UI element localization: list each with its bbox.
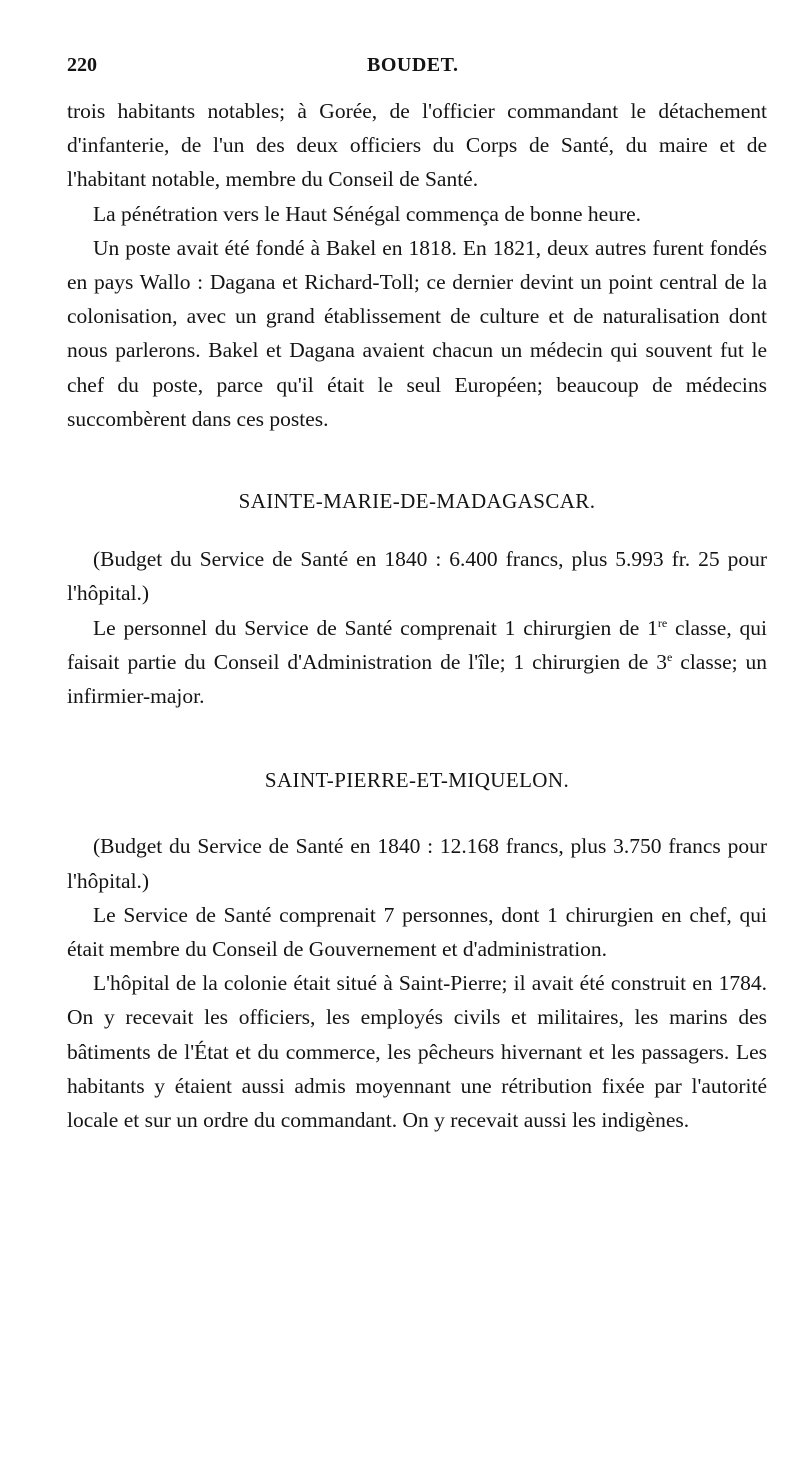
running-title: BOUDET. — [367, 54, 459, 76]
paragraph-budget-saint-pierre: (Budget du Service de Santé en 1840 : 12.168 francs, plus 3.750 francs pour l'hôpital.) — [67, 834, 767, 893]
body-text — [67, 94, 767, 1137]
superscript-re: re — [657, 615, 668, 630]
page-number: 220 — [67, 54, 97, 76]
paragraph-budget-sainte-marie: (Budget du Service de Santé en 1840 : 6.400 francs, plus 5.993 fr. 25 pour l'hôpital.) — [67, 547, 767, 606]
running-head — [67, 54, 767, 82]
text-segment: Le personnel du Service de Santé comprenait 1 chirurgien de 1 — [93, 615, 658, 640]
superscript-e: e — [667, 649, 673, 664]
section-heading-saint-pierre: SAINT-PIERRE-ET-MIQUELON. — [264, 768, 570, 793]
paragraph-personnel-saint-pierre: Le Service de Santé comprenait 7 personnes, dont 1 chirurgien en chef, qui était membre du Conseil de Gouvernement et d'administration. — [67, 902, 767, 962]
text-segment: classe, qui faisait partie du Conseil d'Administration de l'île; 1 chirurgien de 3 — [67, 615, 767, 674]
paragraph-penetration: La pénétration vers le Haut Sénégal commença de bonne heure. — [93, 201, 642, 226]
paragraph-personnel-sainte-marie — [67, 611, 767, 714]
paragraph-hospital-saint-pierre: L'hôpital de la colonie était situé à Saint-Pierre; il avait été construit en 1784. On y recevait les officiers, les employés civils et militaires, les marins des bâtiments de l'État et du commerce, les pêcheurs hivernant et les passagers. Les habitants y étaient aussi admis moyennant une rétribution fixée par l'autorité locale et sur un ordre du commandant. On y recevait aussi les indigènes. — [67, 971, 767, 1133]
paragraph-bakel-dagana: Un poste avait été fondé à Bakel en 1818. En 1821, deux autres furent fondés en pays Wallo : Dagana et Richard-Toll; ce dernier devint un point central de la colonisation, avec un grand établissement de culture et de naturalisation dont nous parlerons. Bakel et Dagana avaient chacun un médecin qui souvent fut le chef du poste, parce qu'il était le seul Européen; beaucoup de médecins succombèrent dans ces postes. — [67, 235, 767, 431]
text-segment: classe; un infirmier-major. — [67, 649, 768, 709]
section-heading-sainte-marie: SAINTE-MARIE-DE-MADAGASCAR. — [238, 489, 596, 514]
paragraph-gorée-council: trois habitants notables; à Gorée, de l'officier commandant le détachement d'infanterie, de l'un des deux officiers du Corps de Santé, du maire et de l'habitant notable, membre du Conseil de Santé. — [67, 99, 767, 192]
